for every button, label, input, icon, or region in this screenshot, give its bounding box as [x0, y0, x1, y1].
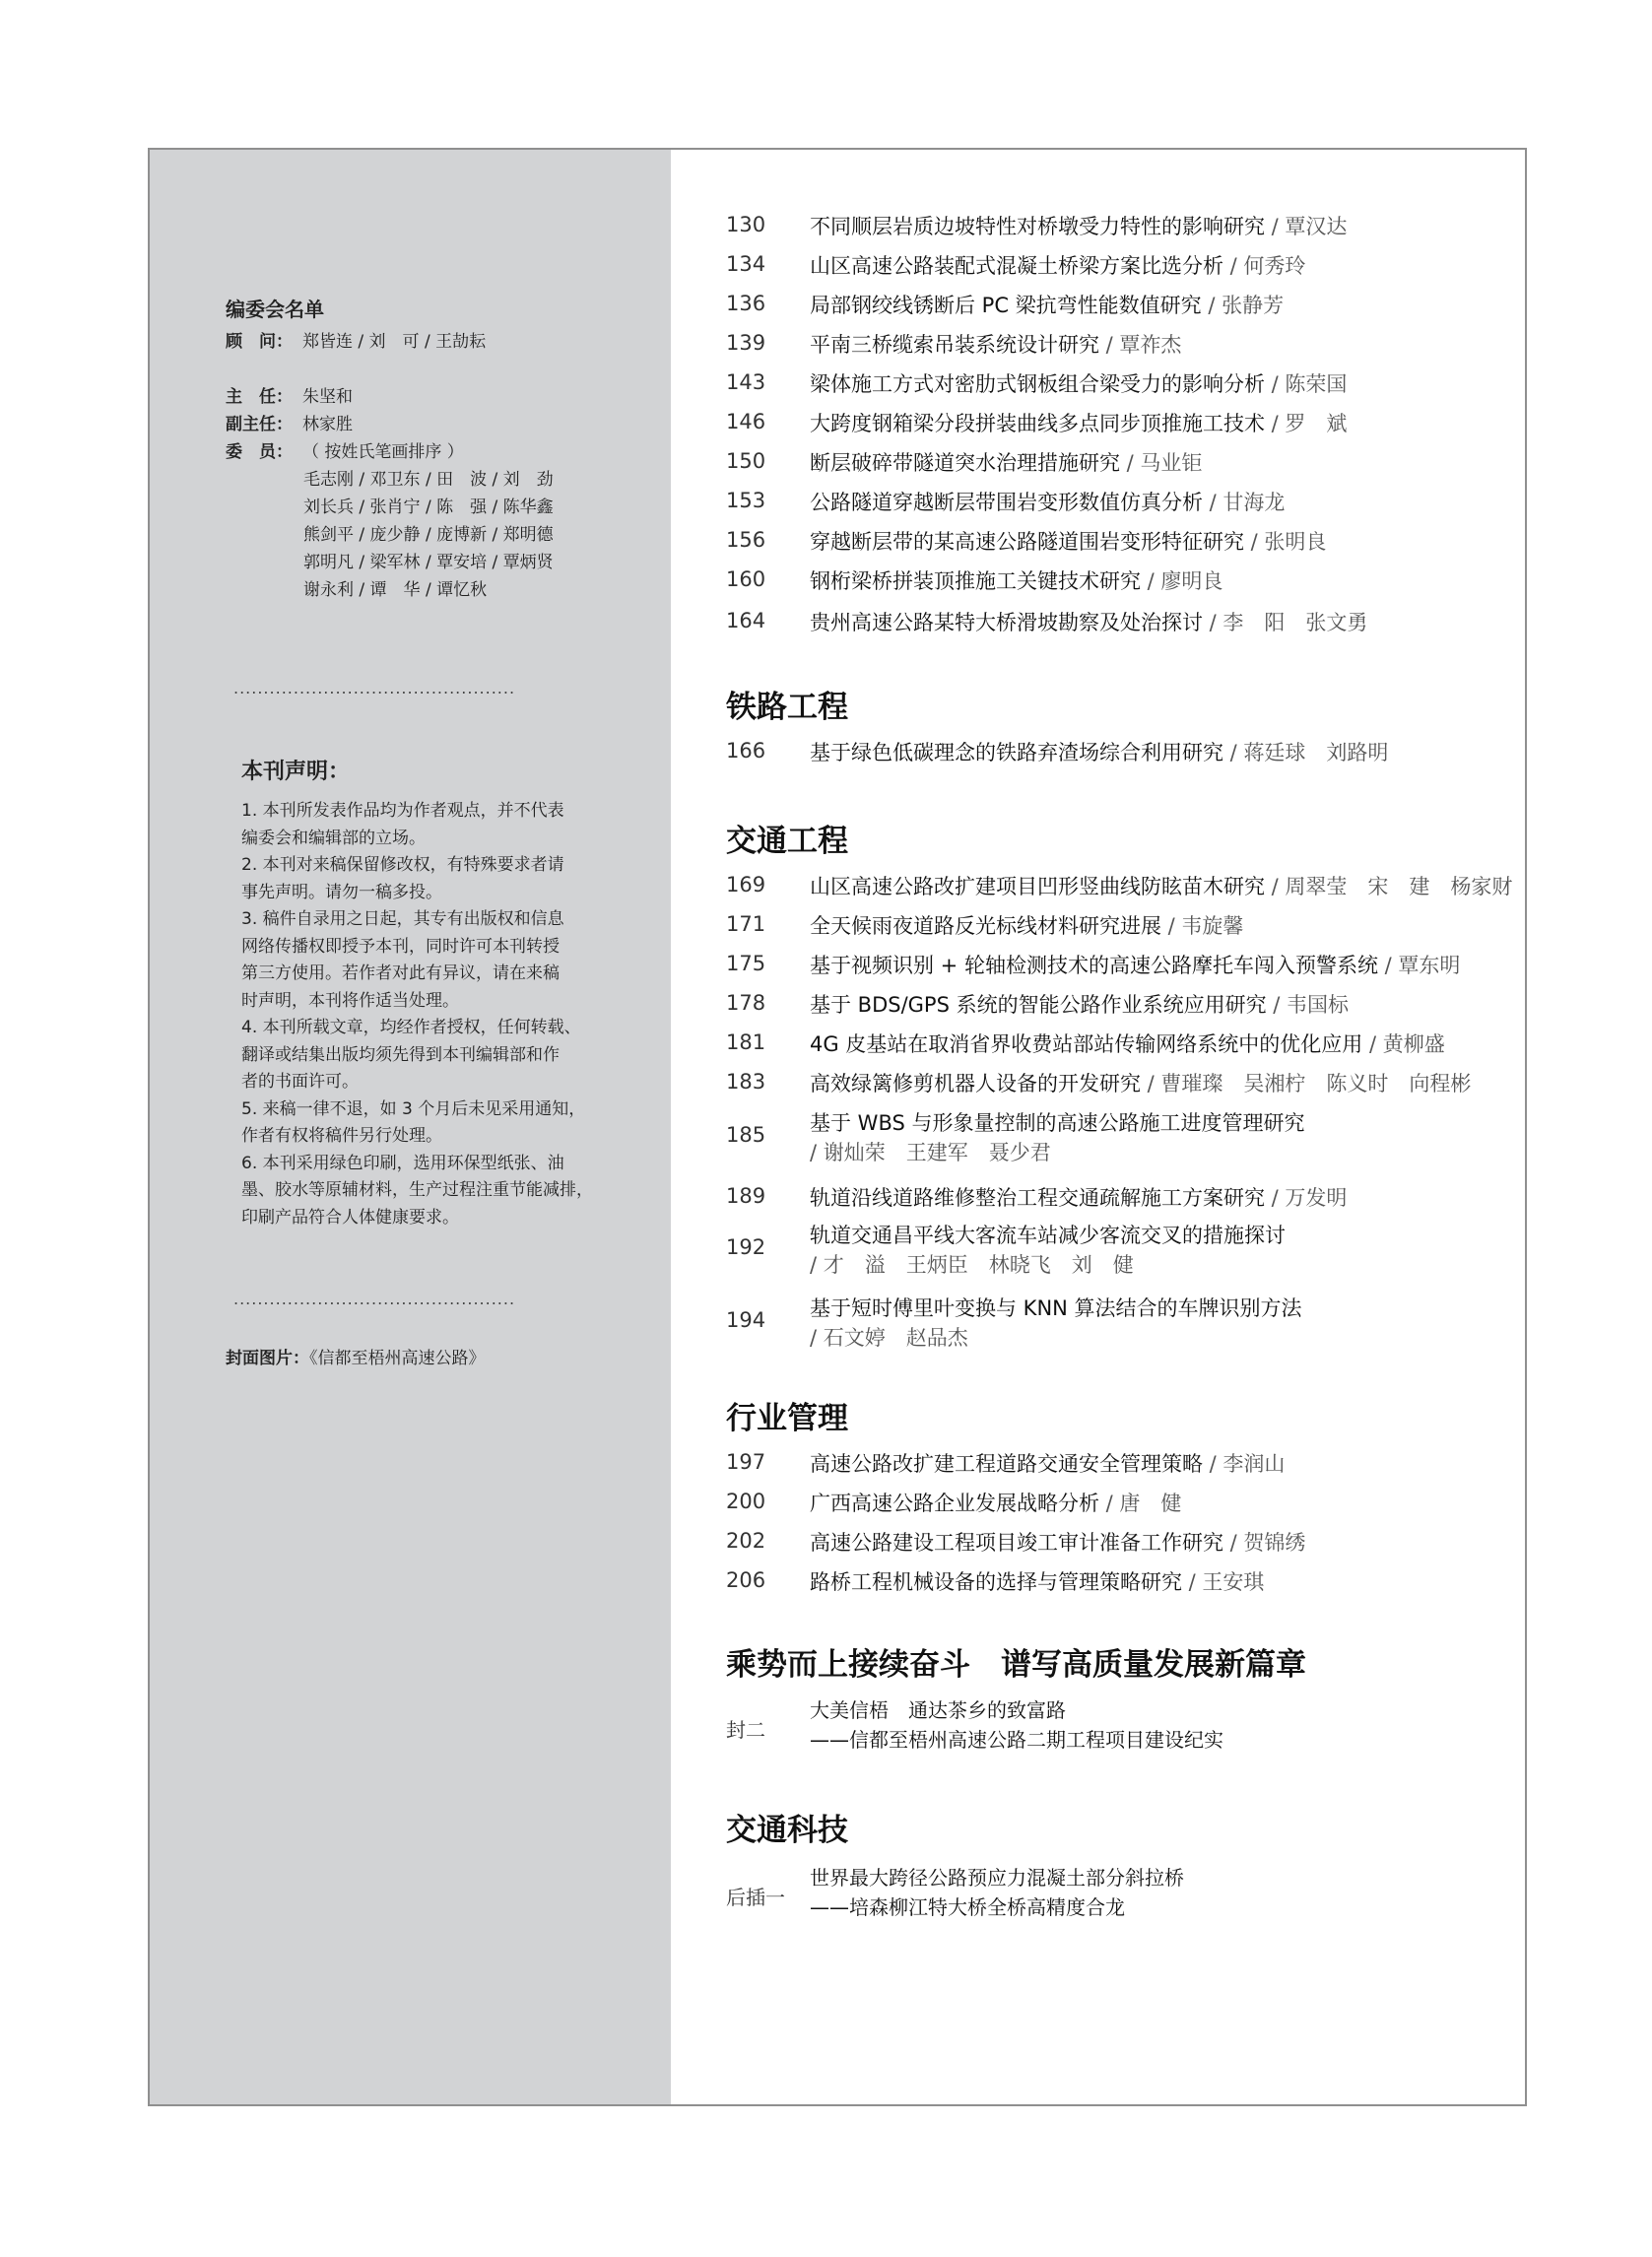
cover-value: 《信都至梧州高速公路》	[309, 1349, 486, 1368]
members-row	[226, 437, 464, 462]
toc-title	[810, 1566, 1264, 1596]
toc-page-number: 200	[726, 1490, 766, 1513]
article-author: / 李 阳 张文勇	[1203, 611, 1368, 634]
toc-title	[810, 910, 1243, 940]
toc-title	[810, 250, 1305, 280]
toc-page-number: 136	[726, 292, 766, 315]
article-author: / 张明良	[1244, 530, 1327, 554]
declaration-line: 5. 来稿一律不退，如 3 个月后未见采用通知，	[241, 1098, 586, 1119]
toc-entry[interactable]	[726, 603, 1505, 638]
article-author: / 唐 健	[1099, 1492, 1182, 1515]
toc-title	[810, 329, 1181, 359]
sidebar	[150, 150, 671, 2104]
toc-entry[interactable]	[726, 867, 1513, 902]
toc-entry[interactable]	[726, 207, 1505, 242]
toc-page-number: 130	[726, 213, 766, 236]
toc-title	[810, 408, 1347, 437]
toc-page-number: 175	[726, 952, 766, 975]
advisor-value: 郑皆连 / 刘 可 / 王劼耘	[302, 332, 487, 352]
article-author: / 覃东明	[1377, 954, 1461, 977]
toc-entry[interactable]	[726, 286, 1505, 321]
article-title: 4G 皮基站在取消省界收费站部站传输网络系统中的优化应用	[810, 1032, 1363, 1056]
advisor-row	[226, 327, 486, 352]
editorial-board-title: 编委会名单	[226, 298, 324, 321]
article-title: 贵州高速公路某特大桥滑坡勘察及处治探讨	[810, 611, 1203, 634]
toc-title	[810, 737, 1388, 766]
article-author: / 黄柳盛	[1362, 1032, 1445, 1056]
article-title: 路桥工程机械设备的选择与管理策略研究	[810, 1570, 1182, 1594]
toc-entry[interactable]	[726, 1178, 1505, 1214]
toc-entry[interactable]	[726, 1289, 1505, 1352]
dotted-separator: ...............................................	[233, 1290, 516, 1308]
member-line: 熊剑平 / 庞少静 / 庞博新 / 郑明德	[303, 525, 554, 545]
article-author: / 覃祚杰	[1099, 333, 1182, 357]
article-author: / 贺锦绣	[1223, 1531, 1306, 1555]
article-title: 轨道交通昌平线大客流车站减少客流交叉的措施探讨	[810, 1224, 1286, 1247]
article-author: / 张静芳	[1201, 294, 1285, 317]
article-title: 公路隧道穿越断层带围岩变形数值仿真分析	[810, 491, 1203, 514]
declaration-line: 网络传播权即授予本刊，同时许可本刊转授	[241, 936, 560, 957]
article-author: / 何秀玲	[1223, 254, 1306, 278]
toc-title	[810, 989, 1349, 1019]
article-author: / 石文婷 赵品杰	[810, 1326, 968, 1350]
article-title: 基于 BDS/GPS 系统的智能公路作业系统应用研究	[810, 993, 1267, 1017]
article-author: / 李润山	[1203, 1452, 1286, 1476]
section-heading-tech: 交通科技	[726, 1813, 848, 1848]
article-title: 断层破碎带隧道突水治理措施研究	[810, 451, 1120, 475]
toc-title	[810, 1068, 1471, 1097]
toc-page-number: 139	[726, 331, 766, 355]
section-heading-feature: 乘势而上接续奋斗 谱写高质量发展新篇章	[726, 1647, 1306, 1683]
toc-entry[interactable]	[726, 1484, 1505, 1519]
article-author: / 蒋廷球 刘路明	[1223, 741, 1389, 764]
members-note: （ 按姓氏笔画排序 ）	[302, 442, 464, 462]
members-label: 委 员：	[226, 442, 293, 462]
toc-entry[interactable]	[726, 443, 1505, 479]
toc-page-number: 156	[726, 528, 766, 552]
toc-title	[810, 1448, 1285, 1478]
toc-page-number: 153	[726, 489, 766, 512]
declaration-line: 者的书面许可。	[241, 1072, 359, 1092]
toc-page-number: 178	[726, 991, 766, 1015]
table-of-contents	[726, 150, 1525, 2104]
toc-entry[interactable]	[726, 325, 1505, 361]
section-heading-traffic: 交通工程	[726, 824, 848, 859]
declaration-line: 翻译或结集出版均须先得到本刊编辑部和作	[241, 1044, 560, 1065]
toc-title	[810, 447, 1202, 477]
toc-title	[810, 290, 1284, 319]
toc-entry[interactable]	[726, 946, 1505, 981]
toc-page-number: 206	[726, 1568, 766, 1592]
article-author: / 万发明	[1265, 1186, 1348, 1210]
toc-title	[810, 211, 1347, 240]
toc-page-number: 143	[726, 370, 766, 394]
director-value: 朱坚和	[302, 387, 353, 407]
toc-page-number: 202	[726, 1529, 766, 1553]
article-title: 山区高速公路改扩建项目凹形竖曲线防眩苗木研究	[810, 875, 1265, 898]
toc-page-number: 134	[726, 252, 766, 276]
cover-image-caption	[226, 1344, 486, 1368]
declaration-line: 印刷产品符合人体健康要求。	[241, 1207, 459, 1228]
declaration-line: 编委会和编辑部的立场。	[241, 828, 426, 848]
article-title: 基于视频识别 + 轮轴检测技术的高速公路摩托车闯入预警系统	[810, 954, 1378, 977]
toc-entry[interactable]	[726, 906, 1505, 942]
declaration-line: 3. 稿件自录用之日起，其专有出版权和信息	[241, 909, 564, 929]
member-line: 谢永利 / 谭 华 / 谭忆秋	[303, 580, 488, 600]
declaration-line: 6. 本刊采用绿色印刷，选用环保型纸张、油	[241, 1153, 564, 1173]
article-author: / 马业钜	[1120, 451, 1203, 475]
toc-entry[interactable]	[726, 1523, 1505, 1559]
article-title: 广西高速公路企业发展战略分析	[810, 1492, 1099, 1515]
toc-entry[interactable]	[726, 1025, 1505, 1060]
toc-title	[810, 487, 1285, 516]
deputy-director-value: 林家胜	[302, 415, 353, 434]
deputy-director-label: 副主任：	[226, 415, 293, 434]
article-title: 基于短时傅里叶变换与 KNN 算法结合的车牌识别方法	[810, 1296, 1302, 1320]
member-line: 刘长兵 / 张肖宁 / 陈 强 / 陈华鑫	[303, 498, 554, 517]
declaration-line: 1. 本刊所发表作品均为作者观点，并不代表	[241, 801, 564, 821]
toc-entry[interactable]	[726, 733, 1505, 768]
article-title: 钢桁梁桥拼装顶推施工关键技术研究	[810, 569, 1141, 593]
toc-title	[810, 1182, 1347, 1212]
toc-page-number: 181	[726, 1030, 766, 1054]
article-title: 全天候雨夜道路反光标线材料研究进展	[810, 914, 1161, 938]
declaration-title: 本刊声明：	[241, 760, 351, 784]
toc-title	[810, 368, 1347, 398]
toc-entry[interactable]	[726, 562, 1505, 597]
toc-entry[interactable]	[726, 522, 1505, 558]
page-frame	[148, 148, 1527, 2106]
toc-title	[810, 871, 1512, 900]
toc-page-number: 189	[726, 1184, 766, 1208]
article-author: / 陈荣国	[1265, 372, 1348, 396]
toc-title	[810, 1488, 1181, 1517]
article-title: 高效绿篱修剪机器人设备的开发研究	[810, 1072, 1141, 1095]
toc-page-number: 197	[726, 1450, 766, 1474]
feature-subtitle[interactable]: ——信都至梧州高速公路二期工程项目建设纪实	[810, 1728, 1223, 1752]
article-title: 穿越断层带的某高速公路隧道围岩变形特征研究	[810, 530, 1244, 554]
article-author: / 廖明良	[1141, 569, 1223, 593]
director-label: 主 任：	[226, 387, 293, 407]
article-title: 局部钢绞线锈断后 PC 梁抗弯性能数值研究	[810, 294, 1202, 317]
toc-entry[interactable]	[726, 1562, 1505, 1598]
advisor-label: 顾 问：	[226, 332, 293, 352]
toc-title	[810, 1527, 1305, 1557]
toc-page-number: 185	[726, 1123, 766, 1147]
dotted-separator: ...............................................	[233, 679, 516, 697]
declaration-line: 2. 本刊对来稿保留修改权，有特殊要求者请	[241, 855, 564, 875]
toc-entry[interactable]	[726, 1103, 1505, 1166]
article-title: 高速公路改扩建工程道路交通安全管理策略	[810, 1452, 1203, 1476]
article-author: / 甘海龙	[1203, 491, 1286, 514]
toc-entry[interactable]	[726, 246, 1505, 282]
declaration-line: 墨、胶水等原辅材料，生产过程注重节能减排，	[241, 1180, 593, 1200]
article-author: / 周翠莹 宋 建 杨家财	[1265, 875, 1513, 898]
article-author: / 谢灿荣 王建军 聂少君	[810, 1141, 1051, 1164]
article-title: 大跨度钢箱梁分段拼装曲线多点同步顶推施工技术	[810, 412, 1265, 435]
toc-page-number: 150	[726, 449, 766, 473]
member-line: 毛志刚 / 邓卫东 / 田 波 / 刘 劲	[303, 470, 554, 490]
feature-title[interactable]: 大美信梧 通达茶乡的致富路	[810, 1698, 1066, 1722]
article-title: 基于 WBS 与形象量控制的高速公路施工进度管理研究	[810, 1111, 1305, 1135]
toc-title	[810, 526, 1326, 556]
section-heading-railway: 铁路工程	[726, 690, 848, 725]
article-title: 梁体施工方式对密肋式钢板组合梁受力的影响分析	[810, 372, 1265, 396]
toc-entry[interactable]	[726, 985, 1505, 1021]
article-author: / 韦国标	[1266, 993, 1350, 1017]
article-title: 山区高速公路装配式混凝土桥梁方案比选分析	[810, 254, 1223, 278]
member-line: 郭明凡 / 梁军林 / 覃安培 / 覃炳贤	[303, 553, 554, 572]
article-author: / 王安琪	[1182, 1570, 1265, 1594]
toc-page-number: 171	[726, 912, 766, 936]
toc-page-number: 166	[726, 739, 766, 763]
toc-entry[interactable]	[726, 1064, 1505, 1099]
article-author: / 罗 斌	[1265, 412, 1348, 435]
toc-page-number: 192	[726, 1235, 766, 1259]
toc-page-number: 164	[726, 609, 766, 632]
feature-placement-label: 封二	[726, 1718, 765, 1742]
article-title: 轨道沿线道路维修整治工程交通疏解施工方案研究	[810, 1186, 1265, 1210]
toc-page-number: 146	[726, 410, 766, 433]
toc-page-number: 194	[726, 1308, 766, 1332]
section-heading-industry: 行业管理	[726, 1401, 848, 1436]
toc-page-number: 183	[726, 1070, 766, 1094]
toc-entry[interactable]	[726, 1444, 1505, 1480]
article-author: / 韦旋馨	[1161, 914, 1244, 938]
declaration-line: 时声明，本刊将作适当处理。	[241, 990, 459, 1011]
toc-page-number: 169	[726, 873, 766, 896]
article-author: / 曹璀璨 吴湘柠 陈义时 向程彬	[1141, 1072, 1472, 1095]
article-author: / 才 溢 王炳臣 林晓飞 刘 健	[810, 1253, 1134, 1277]
declaration-line: 4. 本刊所载文章，均经作者授权，任何转载、	[241, 1018, 581, 1037]
article-title: 基于绿色低碳理念的铁路弃渣场综合利用研究	[810, 741, 1223, 764]
deputy-director-row	[226, 410, 353, 434]
toc-title	[810, 1029, 1445, 1058]
tech-placement-label: 后插一	[726, 1886, 785, 1909]
article-title: 平南三桥缆索吊装系统设计研究	[810, 333, 1099, 357]
director-row	[226, 382, 353, 407]
toc-title	[810, 565, 1222, 595]
toc-entry[interactable]	[726, 483, 1505, 518]
declaration-line: 第三方使用。若作者对此有异议，请在来稿	[241, 963, 560, 983]
toc-page-number: 160	[726, 567, 766, 591]
article-title: 高速公路建设工程项目竣工审计准备工作研究	[810, 1531, 1223, 1555]
cover-label: 封面图片：	[226, 1349, 309, 1368]
declaration-line: 作者有权将稿件另行处理。	[241, 1126, 442, 1146]
declaration-line: 事先声明。请勿一稿多投。	[241, 882, 442, 902]
tech-title[interactable]: 世界最大跨径公路预应力混凝土部分斜拉桥	[810, 1866, 1184, 1890]
toc-title	[810, 607, 1367, 636]
toc-entry[interactable]	[726, 365, 1505, 400]
tech-subtitle[interactable]: ——培森柳江特大桥全桥高精度合龙	[810, 1895, 1125, 1919]
article-title: 不同顺层岩质边坡特性对桥墩受力特性的影响研究	[810, 215, 1265, 238]
declaration-body	[241, 798, 635, 1231]
toc-title	[810, 950, 1460, 979]
toc-entry[interactable]	[726, 404, 1505, 439]
article-author: / 覃汉达	[1265, 215, 1348, 238]
toc-entry[interactable]	[726, 1216, 1505, 1279]
